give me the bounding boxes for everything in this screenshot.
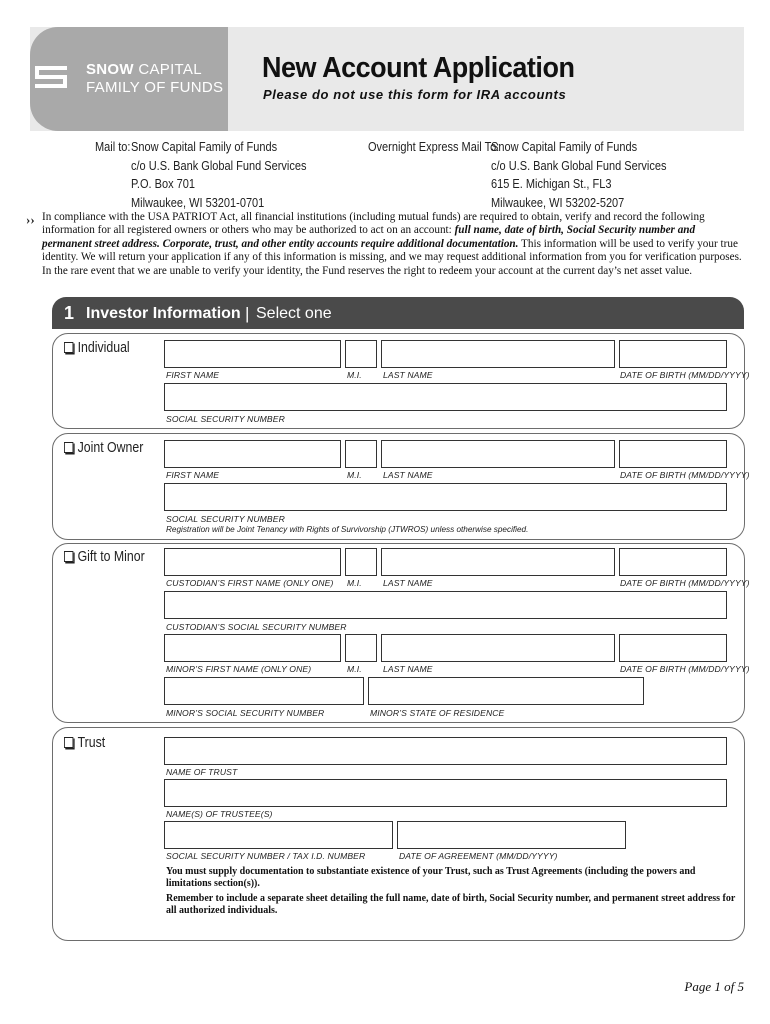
brand-name-line1: SNOW CAPITAL (86, 61, 202, 78)
minor-mi-field[interactable] (345, 634, 377, 662)
individual-mi-label: M.I. (347, 370, 362, 380)
individual-option[interactable] (64, 340, 130, 356)
custodian-dob-field[interactable] (619, 548, 727, 576)
custodian-dob-label: DATE OF BIRTH (MM/DD/YYYY) (620, 578, 750, 588)
trust-agreement-date-label: DATE OF AGREEMENT (MM/DD/YYYY) (399, 851, 558, 861)
mail-to-line: Snow Capital Family of Funds (131, 140, 278, 154)
individual-mi-field[interactable] (345, 340, 377, 368)
joint-mi-label: M.I. (347, 470, 362, 480)
custodian-last-name-label: LAST NAME (383, 578, 433, 588)
individual-last-name-field[interactable] (381, 340, 615, 368)
section-select-hint: Select one (256, 305, 332, 322)
trust-checkbox[interactable] (64, 737, 73, 748)
individual-first-name-label: FIRST NAME (166, 370, 220, 380)
joint-owner-option[interactable] (64, 440, 143, 456)
section-separator: | (245, 304, 250, 323)
minor-first-name-label: MINOR’S FIRST NAME (ONLY ONE) (166, 664, 312, 674)
minor-ssn-field[interactable] (164, 677, 364, 705)
minor-state-label: MINOR’S STATE OF RESIDENCE (370, 708, 505, 718)
joint-dob-label: DATE OF BIRTH (MM/DD/YYYY) (620, 470, 750, 480)
trustees-label: NAME(S) OF TRUSTEE(S) (166, 809, 273, 819)
custodian-mi-label: M.I. (347, 578, 362, 588)
gift-to-minor-checkbox[interactable] (64, 551, 73, 562)
trust-documentation-note: You must supply documentation to substantiate existence of your Trust, such as Trust Agreements (including the powers and limitations section(s)). (166, 866, 696, 889)
brand-name-line2: FAMILY OF FUNDS (86, 79, 224, 96)
overnight-mail-line: Milwaukee, WI 53202-5207 (491, 195, 625, 210)
gift-to-minor-option[interactable] (64, 549, 145, 565)
joint-last-name-field[interactable] (381, 440, 615, 468)
minor-first-name-field[interactable] (164, 634, 341, 662)
joint-first-name-label: FIRST NAME (166, 470, 220, 480)
overnight-mail-line: c/o U.S. Bank Global Fund Services (491, 158, 667, 173)
overnight-mail-line: Snow Capital Family of Funds (491, 140, 638, 154)
minor-state-field[interactable] (368, 677, 644, 705)
custodian-ssn-field[interactable] (164, 591, 727, 619)
trust-ssn-tin-field[interactable] (164, 821, 393, 849)
minor-mi-label: M.I. (347, 664, 362, 674)
jtwros-note: Registration will be Joint Tenancy with Rights of Survivorship (JTWROS) unless otherwise specified. (166, 525, 529, 534)
notice-marker: ›› (26, 212, 35, 227)
minor-last-name-field[interactable] (381, 634, 615, 662)
mail-to-line: c/o U.S. Bank Global Fund Services (131, 158, 307, 173)
trust-authorized-individuals-note: Remember to include a separate sheet detailing the full name, date of birth, Social Security number, and permanent street address for all authorized individuals. (166, 893, 736, 916)
trust-name-field[interactable] (164, 737, 727, 765)
joint-ssn-label: SOCIAL SECURITY NUMBER (166, 514, 285, 524)
individual-checkbox[interactable] (64, 342, 73, 353)
mail-to-line: Milwaukee, WI 53201-0701 (131, 195, 265, 210)
joint-ssn-field[interactable] (164, 483, 727, 511)
mail-to-line: P.O. Box 701 (131, 177, 196, 191)
individual-dob-field[interactable] (619, 340, 727, 368)
minor-dob-label: DATE OF BIRTH (MM/DD/YYYY) (620, 664, 750, 674)
patriot-act-notice: In compliance with the USA PATRIOT Act, all financial institutions (including mutual funds) are required to obtain, verify and record the following information for all registered owners or others who may be authorized to act on an account: full name, date of birth, Social Security number and permanent street address. Corporate, trust, and other entity accounts require additional documentation. This information will be used to verify your true identity. We will return your application if any of this information is missing, and we may request additional information from you for verification purposes. In the rare event that we are unable to verify your identity, the Fund reserves the right to redeem your account at the current day’s net asset value. (42, 211, 742, 277)
joint-owner-checkbox[interactable] (64, 442, 73, 453)
overnight-mail-address (491, 138, 666, 212)
trust-option[interactable] (64, 735, 105, 751)
overnight-mail-line: 615 E. Michigan St., FL3 (491, 177, 612, 191)
minor-ssn-label: MINOR’S SOCIAL SECURITY NUMBER (166, 708, 325, 718)
section-number: 1 (64, 303, 75, 323)
custodian-ssn-label: CUSTODIAN’S SOCIAL SECURITY NUMBER (166, 622, 347, 632)
mail-to-label: Mail to: (95, 140, 131, 154)
custodian-mi-field[interactable] (345, 548, 377, 576)
trust-name-label: NAME OF TRUST (166, 767, 238, 777)
individual-ssn-field[interactable] (164, 383, 727, 411)
joint-mi-field[interactable] (345, 440, 377, 468)
joint-owner-option-label: Joint Owner (77, 440, 144, 456)
overnight-mail-label: Overnight Express Mail To: (368, 140, 500, 154)
minor-last-name-label: LAST NAME (383, 664, 433, 674)
joint-dob-field[interactable] (619, 440, 727, 468)
page-subtitle: Please do not use this form for IRA accounts (263, 87, 567, 102)
custodian-last-name-field[interactable] (381, 548, 615, 576)
gift-to-minor-option-label: Gift to Minor (77, 549, 145, 565)
trust-option-label: Trust (77, 735, 106, 751)
custodian-first-name-label: CUSTODIAN’S FIRST NAME (ONLY ONE) (166, 578, 334, 588)
individual-option-label: Individual (77, 340, 130, 356)
trust-agreement-date-field[interactable] (397, 821, 626, 849)
minor-dob-field[interactable] (619, 634, 727, 662)
joint-first-name-field[interactable] (164, 440, 341, 468)
section-title: Investor Information (86, 305, 241, 322)
trustees-field[interactable] (164, 779, 727, 807)
custodian-first-name-field[interactable] (164, 548, 341, 576)
joint-last-name-label: LAST NAME (383, 470, 433, 480)
individual-first-name-field[interactable] (164, 340, 341, 368)
trust-ssn-tin-label: SOCIAL SECURITY NUMBER / TAX I.D. NUMBER (166, 851, 366, 861)
individual-last-name-label: LAST NAME (383, 370, 433, 380)
page-title: New Account Application (262, 52, 575, 84)
mail-to-address (131, 138, 306, 212)
page-number: Page 1 of 5 (684, 979, 744, 994)
individual-dob-label: DATE OF BIRTH (MM/DD/YYYY) (620, 370, 750, 380)
individual-ssn-label: SOCIAL SECURITY NUMBER (166, 414, 285, 424)
snow-capital-logo-icon (33, 62, 73, 92)
